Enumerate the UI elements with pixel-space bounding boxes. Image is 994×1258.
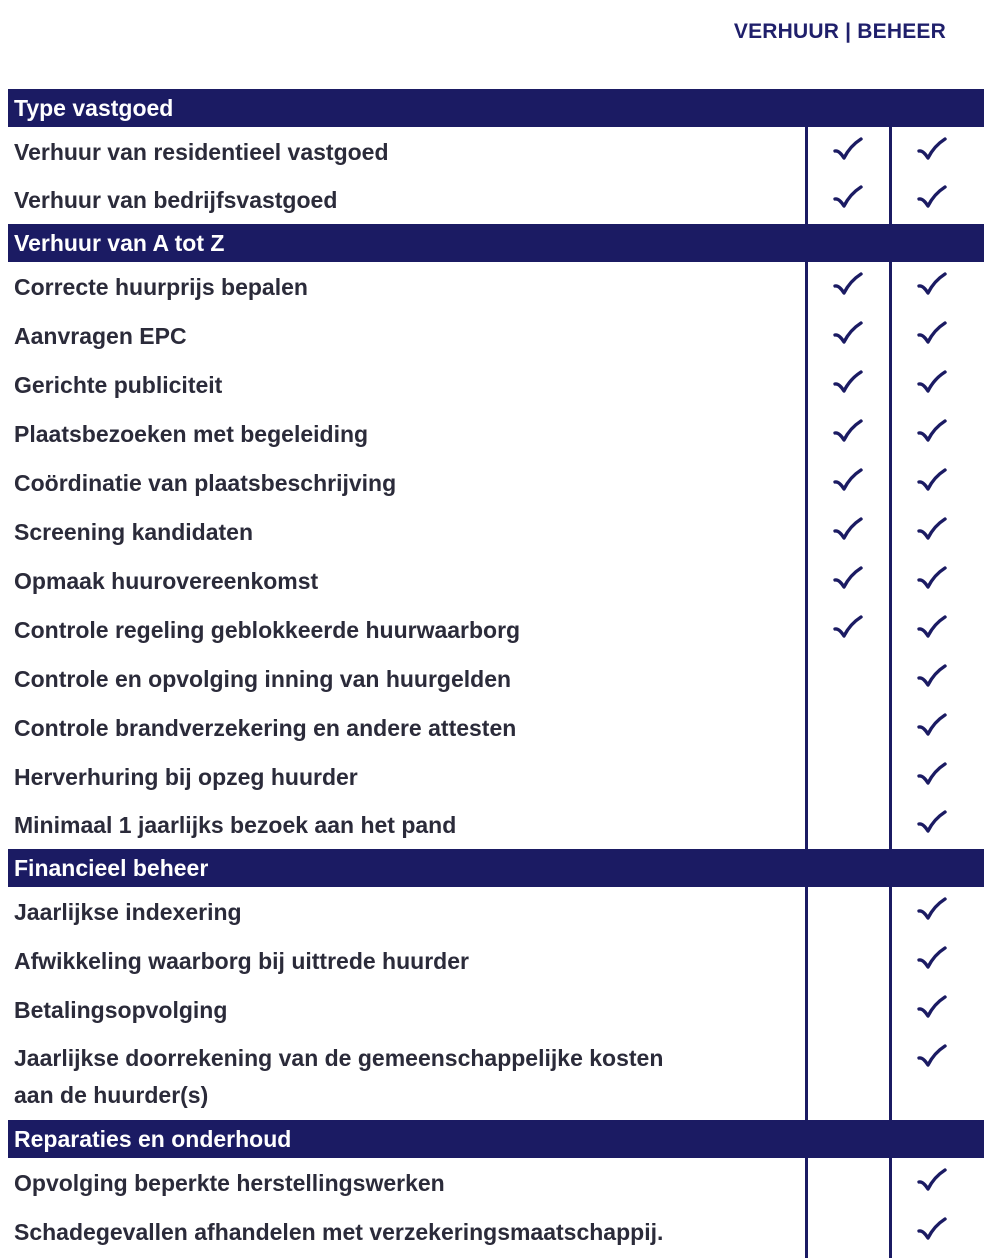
- check-icon: [902, 268, 962, 306]
- check-icon: [902, 513, 962, 551]
- row-label-line-1: Jaarlijkse doorrekening van de gemeenschappelijke kosten: [14, 1045, 664, 1071]
- check-icon: [818, 562, 878, 600]
- table-row: [8, 752, 984, 801]
- table-row: [8, 360, 984, 409]
- table-row: [8, 1034, 984, 1120]
- row-label-line-2: aan de huurder(s): [14, 1082, 209, 1108]
- row-label: Betalingsopvolging: [14, 996, 228, 1023]
- row-label: Opvolging beperkte herstellingswerken: [14, 1169, 445, 1196]
- check-icon: [902, 464, 962, 502]
- check-icon: [818, 366, 878, 404]
- row-label: Minimaal 1 jaarlijks bezoek aan het pand: [14, 812, 457, 838]
- row-label: Controle regeling geblokkeerde huurwaarborg: [14, 616, 521, 643]
- check-icon: [902, 758, 962, 796]
- section-header-verhuur-a-tot-z: Verhuur van A tot Z: [8, 224, 984, 262]
- row-label: Plaatsbezoeken met begeleiding: [14, 420, 369, 447]
- check-icon: [902, 709, 962, 747]
- table-row: [8, 507, 984, 556]
- check-icon: [902, 991, 962, 1029]
- table-row: [8, 703, 984, 752]
- section-header-reparaties-onderhoud: Reparaties en onderhoud: [8, 1120, 984, 1158]
- row-label: Correcte huurprijs bepalen: [14, 273, 308, 300]
- check-icon: [902, 133, 962, 171]
- row-label: Schadegevallen afhandelen met verzekeringsmaatschappij.: [14, 1218, 664, 1245]
- table-row: [8, 127, 984, 176]
- table-row: [8, 936, 984, 985]
- row-label: Afwikkeling waarborg bij uittrede huurder: [14, 947, 469, 974]
- row-label: Screening kandidaten: [14, 518, 254, 545]
- row-label: Aanvragen EPC: [14, 322, 187, 349]
- table-row: [8, 409, 984, 458]
- check-icon: [902, 181, 962, 219]
- row-label: Coördinatie van plaatsbeschrijving: [14, 469, 397, 496]
- row-label: Verhuur van residentieel vastgoed: [14, 138, 389, 165]
- check-icon: [902, 893, 962, 931]
- check-icon: [902, 660, 962, 698]
- table-row: [8, 1158, 984, 1207]
- table-row: [8, 262, 984, 311]
- table-row: [8, 1207, 984, 1256]
- table-row: [8, 311, 984, 360]
- check-icon: [902, 611, 962, 649]
- check-icon: [902, 415, 962, 453]
- row-label: Controle en opvolging inning van huurgelden: [14, 665, 512, 692]
- check-icon: [902, 366, 962, 404]
- check-icon: [902, 1164, 962, 1202]
- table-row: [8, 176, 984, 224]
- table-row: [8, 887, 984, 936]
- section-header-financieel-beheer: Financieel beheer: [8, 849, 984, 887]
- check-icon: [902, 1213, 962, 1251]
- table-row: [8, 654, 984, 703]
- row-label: Verhuur van bedrijfsvastgoed: [14, 187, 338, 213]
- table-row: [8, 985, 984, 1034]
- table-row: [8, 801, 984, 849]
- check-icon: [818, 317, 878, 355]
- check-icon: [902, 1040, 962, 1078]
- check-icon: [818, 133, 878, 171]
- check-icon: [902, 806, 962, 844]
- row-label: Controle brandverzekering en andere attesten: [14, 714, 517, 741]
- row-label: Herverhuring bij opzeg huurder: [14, 763, 358, 790]
- section-header-type-vastgoed: Type vastgoed: [8, 89, 984, 127]
- check-icon: [818, 415, 878, 453]
- check-icon: [902, 942, 962, 980]
- check-icon: [818, 181, 878, 219]
- check-icon: [818, 268, 878, 306]
- table-row: [8, 556, 984, 605]
- check-icon: [818, 464, 878, 502]
- table-row: [8, 605, 984, 654]
- service-matrix: [8, 89, 984, 1256]
- row-label: Jaarlijkse indexering: [14, 898, 242, 925]
- page-title: VERHUUR | BEHEER: [733, 20, 946, 43]
- check-icon: [902, 317, 962, 355]
- check-icon: [818, 513, 878, 551]
- row-label: Gerichte publiciteit: [14, 371, 223, 398]
- row-label: Opmaak huurovereenkomst: [14, 567, 319, 594]
- row-label: [8, 1040, 797, 1114]
- check-icon: [818, 611, 878, 649]
- table-row: [8, 458, 984, 507]
- check-icon: [902, 562, 962, 600]
